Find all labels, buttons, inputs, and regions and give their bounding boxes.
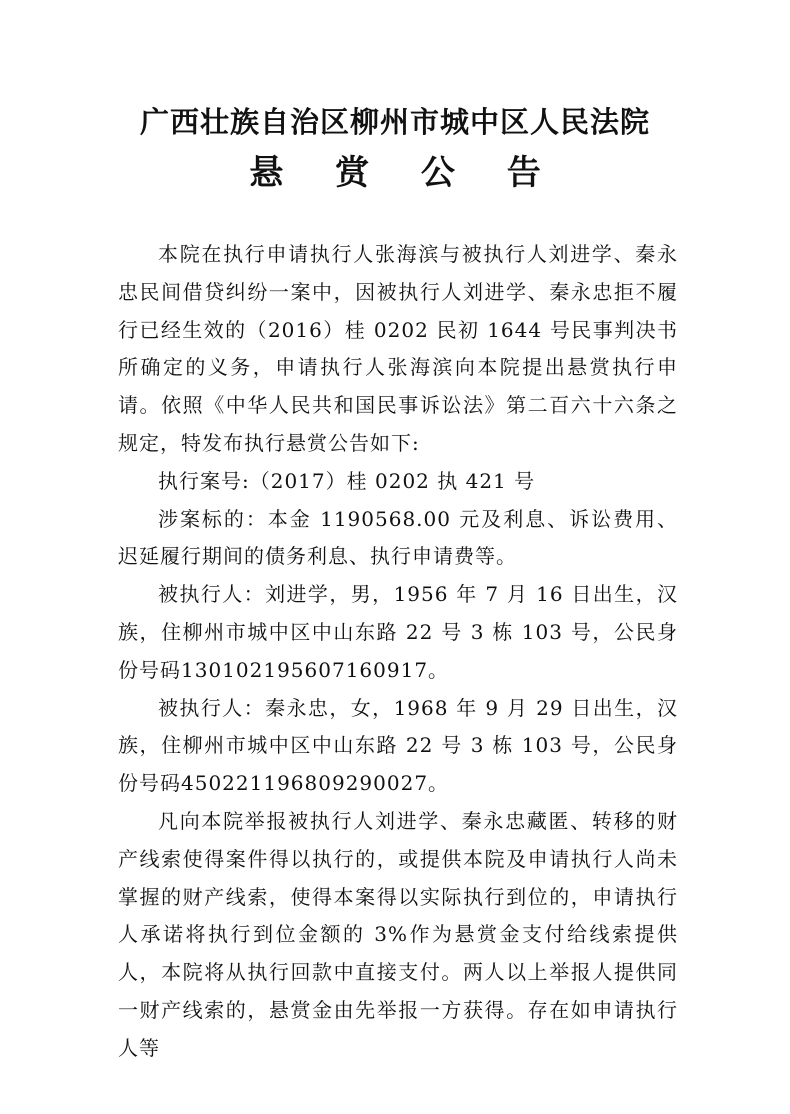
reward-terms-paragraph: 凡向本院举报被执行人刘进学、秦永忠藏匿、转移的财产线索使得案件得以执行的，或提供本院及申请执行人尚未掌握的财产线索，使得本案得以实际执行到位的，申请执行人承诺将执行到位金额的 3%作为悬赏金支付给线索提供人，本院将从执行回款中直接支付。两人以上举报人提供同一财产线索的，悬赏金由先举报一方获得。存在如申请执行人等 <box>118 808 678 1060</box>
respondent-1-paragraph: 被执行人：刘进学，男，1956 年 7 月 16 日出生，汉族，住柳州市城中区中山东路 22 号 3 栋 103 号，公民身份号码130102195607160917。 <box>118 582 678 682</box>
notice-body <box>118 236 678 1068</box>
case-number-paragraph: 执行案号:（2017）桂 0202 执 421 号 <box>158 468 536 493</box>
notice-title: 悬 赏 公 告 <box>249 153 561 193</box>
court-name-title: 广西壮族自治区柳州市城中区人民法院 <box>139 105 650 139</box>
subject-amount-paragraph: 涉案标的：本金 1190568.00 元及利息、诉讼费用、迟延履行期间的债务利息、执行申请费等。 <box>118 506 678 569</box>
respondent-2-paragraph: 被执行人：秦永忠，女，1968 年 9 月 29 日出生，汉族，住柳州市城中区中山东路 22 号 3 栋 103 号，公民身份号码450221196809290027。 <box>118 695 678 796</box>
intro-paragraph: 本院在执行申请执行人张海滨与被执行人刘进学、秦永忠民间借贷纠纷一案中，因被执行人刘进学、秦永忠拒不履行已经生效的（2016）桂 0202 民初 1644 号民事判决书所确定的义务，申请执行人张海滨向本院提出悬赏执行申请。依照《中华人民共和国民事诉讼法》第二百六十六条之规定，特发布执行悬赏公告如下: <box>118 242 678 455</box>
